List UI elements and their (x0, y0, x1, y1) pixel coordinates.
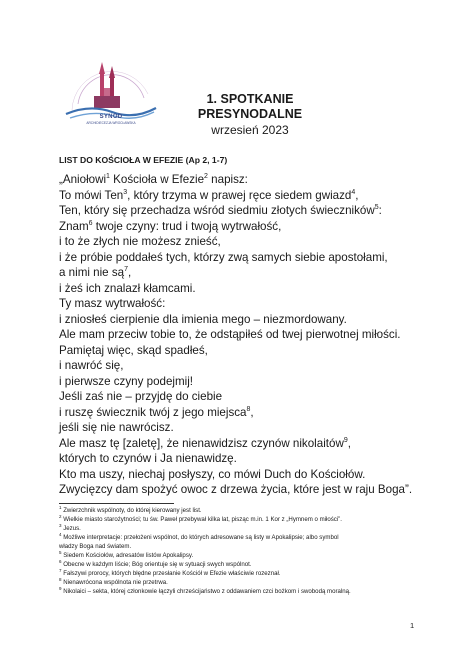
verse-text: Ty masz wytrwałość: (59, 297, 166, 310)
verse-line (59, 374, 439, 390)
footnote-number: 1 (59, 504, 62, 510)
footnote-ref: 1 (106, 173, 110, 181)
verse-text: a nimi nie są (59, 266, 125, 279)
footnote-number: 9 (59, 585, 62, 591)
footnote-number: 6 (59, 558, 62, 564)
verse-text: : (378, 204, 382, 217)
page-number: 1 (410, 621, 415, 630)
verse-line (59, 358, 439, 374)
footnote (59, 551, 429, 560)
verse-line (59, 250, 439, 266)
footnotes (59, 506, 429, 596)
footnote-number: 8 (59, 576, 62, 582)
footnote-text: Jezus. (61, 525, 81, 532)
footnote-number: 4 (59, 531, 62, 537)
footnote (59, 578, 429, 587)
verse-text: i pierwsze czyny podejmij! (59, 374, 194, 388)
verse-text: , (355, 188, 359, 202)
footnote-text: Nikolaici – sekta, której członkowie łączyli chrześcijaństwo z oddawaniem czci bożkom i swobodą moralną. (61, 588, 351, 595)
verse-text: i ruszę świecznik twój z jego miejsca (59, 405, 247, 419)
verse-line (59, 467, 439, 483)
verse-line (59, 343, 439, 359)
footnote-ref: 8 (246, 405, 251, 413)
verse-text: twoje czyny: trud i twoją wytrwałość, (92, 219, 282, 233)
verse-line (59, 188, 439, 204)
verse-text: , (250, 405, 254, 419)
verse-text: Pamiętaj więc, skąd spadłeś, (59, 343, 208, 357)
footnote-ref: 9 (343, 436, 348, 444)
verse-line (59, 234, 439, 250)
header-date: wrzesień 2023 (211, 123, 289, 137)
section-title: LIST DO KOŚCIOŁA W EFEZIE (Ap 2, 1-7) (59, 155, 228, 165)
verse-text: Kto ma uszy, niechaj posłyszy, co mówi Duch do Kościołów. (59, 467, 366, 481)
verse-text: , który trzyma w prawej ręce siedem gwiazd (127, 188, 352, 202)
footnote (59, 533, 429, 542)
footnote (59, 524, 429, 533)
scripture-text (59, 172, 439, 498)
footnote-ref: 6 (88, 219, 93, 227)
verse-text: i że próbie poddałeś tych, którzy zwą samych siebie apostołami, (59, 250, 388, 264)
document-header (150, 92, 350, 138)
verse-text: i to że złych nie możesz znieść, (59, 235, 221, 248)
verse-line (59, 389, 439, 405)
footnote-ref: 5 (374, 204, 379, 212)
footnote-text: Wielkie miasto starożytności; tu św. Paweł przebywał kilka lat, pisząc m.in. 1 Kor z „Hymnem o miłości”. (61, 516, 342, 523)
footnote-ref: 7 (124, 266, 128, 274)
verse-text: i żeś ich znalazł kłamcami. (59, 281, 196, 295)
verse-text: i nawróć się, (59, 359, 124, 372)
footnote (59, 569, 429, 578)
footnote-text: Siedem Kościołów, adresatów listów Apokalipsy. (61, 552, 194, 559)
footnote-number: 7 (59, 567, 62, 573)
verse-line (59, 296, 439, 312)
footnote-text: władzy Boga nad światem. (59, 543, 132, 550)
logo-synod-label: SYNOD (99, 114, 123, 120)
footnote-text: Zwierzchnik wspólnoty, do której kierowany jest list. (61, 507, 202, 514)
verse-line (59, 312, 439, 328)
verse-text: napisz: (207, 173, 248, 186)
verse-text: Znam (59, 219, 89, 233)
verse-line (59, 436, 439, 452)
footnote-text: Obecne w każdym liście; Bóg orientuje się w sytuacji swych wspólnot. (61, 561, 252, 568)
footnote-text: Fałszywi prorocy, których błędne przesłanie Kościół w Efezie właściwie rozeznał. (61, 570, 281, 577)
footnote-number: 5 (59, 549, 62, 555)
footnote-separator (59, 503, 174, 504)
footnote (59, 587, 429, 596)
verse-text: których to czynów i Ja nienawidzę. (59, 452, 237, 465)
verse-line (59, 420, 439, 436)
verse-line (59, 265, 439, 281)
footnote-text: Nienawrócona wspólnota nie przetrwa. (61, 579, 168, 586)
footnote (59, 542, 429, 551)
footnote (59, 506, 429, 515)
verse-text: To mówi Ten (59, 188, 124, 202)
verse-line (59, 482, 439, 498)
verse-line (59, 451, 439, 467)
verse-text: Zwycięzcy dam spożyć owoc z drzewa życia, które jest w raju Boga”. (59, 483, 413, 496)
footnote-text: Możliwe interpretacje: przełożeni wspólnot, do których adresowane są listy w Apokalipsie; albo symbol (61, 534, 339, 541)
verse-text: Ale mam przeciw tobie to, że odstąpiłeś od twej pierwotnej miłości. (59, 328, 401, 341)
footnote (59, 560, 429, 569)
verse-line (59, 405, 439, 421)
verse-line (59, 327, 439, 343)
footnote-number: 3 (59, 522, 62, 528)
footnote (59, 515, 429, 524)
header-title-line1: 1. SPOTKANIE (206, 92, 294, 106)
footnote-ref: 3 (123, 188, 128, 196)
footnote-number: 2 (59, 513, 62, 519)
verse-line (59, 203, 439, 219)
verse-text: Jeśli zaś nie – przyjdę do ciebie (59, 390, 223, 403)
footnote-ref: 2 (204, 173, 208, 181)
verse-text: , (347, 436, 351, 450)
verse-line (59, 281, 439, 297)
verse-text: , (128, 266, 132, 279)
header-title-line2: PRESYNODALNE (197, 107, 303, 121)
logo-synod-sub: ARCHIDIECEZJA WROCŁAWSKA (86, 121, 136, 125)
verse-text: Kościoła w Efezie (109, 173, 205, 186)
verse-text: Ten, który się przechadza wśród siedmiu złotych świeczników (59, 204, 375, 217)
verse-line (59, 219, 439, 235)
verse-text: „Aniołowi (59, 173, 107, 186)
verse-text: Ale masz tę [zaletę], że nienawidzisz czynów nikolaitów (59, 436, 344, 450)
verse-text: jeśli się nie nawrócisz. (59, 421, 174, 434)
verse-text: i zniosłeś cierpienie dla imienia mego – niezmordowany. (59, 312, 347, 326)
footnote-ref: 4 (351, 188, 356, 196)
verse-line (59, 172, 439, 188)
